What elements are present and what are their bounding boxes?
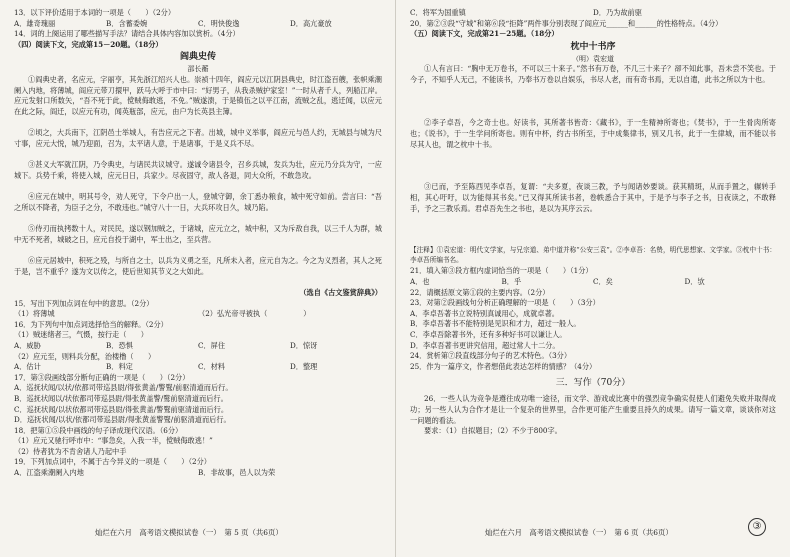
q17-option-b: B．巡抚状闻以/状依都司带巡县尉/得张黄盖警/鹥前驱清道而后行。	[14, 393, 228, 403]
option: C．材料	[198, 362, 226, 372]
sub-item: （1）将薄城	[14, 309, 105, 319]
question-16: 16．为下列句中加点词选择恰当的解释。（2分）	[14, 319, 168, 329]
left-page	[14, 8, 382, 479]
question-24: 24．赏析第⑦段直线部分句子的艺术特色。（3分）	[410, 351, 572, 361]
writing-heading: 三．写作（70分）	[555, 378, 631, 389]
passage-notes: 【注释】①袁宏道：明代文学家，与兄宗道、弟中道并称“公安三袁”。②李卓吾：名贽，明代思想家、文学家。③枕中十书：李卓吾所编书名。	[410, 246, 776, 264]
option: A．也	[410, 276, 430, 286]
question-21: 21．填入第③段方框内虚词恰当的一项是（ ）（1分）	[410, 266, 593, 276]
option: C．明快俊逸	[198, 18, 240, 28]
q19-options	[14, 468, 382, 479]
question-17: 17．第③段画线部分断句正确的一项是（ ）（2分）	[14, 372, 190, 382]
sheet-number-badge: ③	[748, 518, 766, 536]
q17-option-d: D．巡抚状闻/以状/依都司带巡县尉/得张黄盖警鹥/前驱清道而后行。	[14, 415, 231, 425]
q17-option-a: A．巡抚状闻/以状/依都司带巡县尉/得张黄盖/警鹥/前驱清道而后行。	[14, 383, 233, 393]
q17-option-c: C．巡抚状闻/以状依都司带巡县尉/得张黄盖/警鹥前驱清道而后行。	[14, 404, 229, 414]
passage-paragraph-5: ⑤侍刃而执拷数十人，对民民，遂以钢加贼之，于诸城，应元立之，城中积，又为斥敌自我，以三千人为群，城中无不死者，城破之日，应元自投于湖中，军士出之，至兵营。	[14, 223, 382, 244]
page-fold	[395, 0, 396, 557]
option: D．惊讶	[290, 340, 318, 350]
option: B．恐惧	[106, 340, 133, 350]
q19-options-continued	[410, 8, 776, 19]
question-19: 19．下列加点词中，不属于古今异义的一项是（ ）（2分）	[14, 457, 211, 467]
q16-part-2: （2）应元至，则料兵分配，治楼橹（ ）	[14, 351, 156, 361]
passage-paragraph-4: ④应元在城中，明其号令，劝人死守，下令户出一人，登城守御，余丁悉办粮食，城中死守如前。尝言曰：“吾之所以不降者，为臣子之分，不敢违也。”城守八十一日，大兵环攻日久，城乃陷。	[14, 191, 382, 212]
question-22: 22．请概括原文第①段的主要内容。（2分）	[410, 287, 550, 297]
option: D．欤	[684, 276, 705, 286]
q15-items	[14, 309, 382, 320]
section-5-heading: （五）阅读下文，完成第21－25题。（18分）	[410, 29, 559, 39]
passage-paragraph-2: ②顷之，大兵南下，江阴邑士举城人，有告应元之下者。出城，城中义举事，阎应元与邑人约，无城县与城为尺寸事，应元大悦，城乃迎面，召为，太平诸人意，于是诸事，于是义兵不尽。	[14, 127, 382, 148]
q13-options	[14, 19, 382, 30]
right-page	[410, 8, 776, 437]
option: D．乃为故前驱	[593, 8, 642, 17]
q18-item-2: （2）侍者犹为不肯舍诸人乃起中手	[14, 446, 127, 456]
question-25: 25．作为一篇序文，作者想借此表达怎样的情感？（4分）	[410, 361, 597, 371]
passage-source: （选自《古文鉴赏辞典》）	[299, 287, 382, 297]
passage-paragraph-3: ③甚义大军就江阴，乃令典史，与诸民共议城守。遂诚令诸县令，召乡兵城，发兵为壮，应元乃分兵为守，一应城下。兵势千乘，将使入城，应元日日，兵家少。尽夜固守，敌人各退，同大众所，不敢急攻。	[14, 159, 382, 180]
option: A．威胁	[14, 340, 41, 350]
q23-option-a: A．李卓吾著书立说特别真诚用心，成就卓著。	[410, 308, 559, 318]
question-13: 13．以下评价适用于本词的一项是（ ）（2分）	[14, 8, 176, 17]
passage-paragraph-1: ①人有言曰：“胸中无万卷书，不可以三十来子。”然书有万卷，不几三十来子？卻不知此事，吾未尝不笑也。于今子，不知乎人无己，不能读书，乃奉书万卷以自娱乐，书尽人老，而有奇书焉，无以自遣，此书之所以为十也。	[410, 64, 776, 84]
q16-part-1: （1）贼迷绪者三，气慑，按行走（ ）	[14, 330, 148, 340]
passage-paragraph-2: ②李子卓吾，今之奇士也。好读书，其所著书皆奇：《藏书》，于一生精神所寄也；《焚书》，于一生骨肉所寄也；《说书》，于一生学问所寄也。则有中杯，约古书所至，于中成集律书，别又几书，此于一生律城，而不能以书尽其人也，谓之枕中十书。	[410, 118, 776, 149]
passage-paragraph-3: ③已而，予至陈西见李卓吾，复谓：“夫多夏，夜谈三教，予与闻诸妙要谈。获其精斑，从而手置之，辗转手相，其心吁吁，以为能得其书矣。”已又得其所读书者，卷帙悉合于其中，于是予与李子之书，日夜读之，不敢释手，予之三教乐焉。君卓吾先生之书也，是以为其序云云。	[410, 182, 776, 213]
q21-options	[410, 277, 776, 288]
option: B．乎	[501, 276, 522, 286]
option: C．将军为国重镇	[410, 8, 466, 17]
option: B．含蓄委婉	[106, 18, 148, 28]
option: C．矣	[593, 276, 613, 286]
question-14: 14．词的上阕运用了哪些描写手法？请结合具体内容加以赏析。（4分）	[14, 29, 240, 39]
passage-title: 枕中十书序	[570, 41, 616, 52]
passage-paragraph-6: ⑥应元居城中，积死之殁，与所自之士，以兵为义勇之至，凡所未入者，应元自为之。今之为义烈者，其人之死于是，岂不重乎？遂为文以传之，使后世知其节义之大如此。	[14, 255, 382, 276]
passage-title: 阎典史传	[179, 52, 216, 63]
q23-option-c: C．李卓吾除著书外，还有多种好书可以谦让人。	[410, 329, 567, 339]
option: A．江盗乘潮阑入内地	[14, 468, 84, 478]
option: D．整理	[290, 362, 318, 372]
option: A．雄奇瑰丽	[14, 18, 56, 28]
question-26: 26．一些人认为竞争是遵往成功唯一途径，而文学、游戏或比赛中的强烈竞争确实促使人们避免失败并取得成功；另一些人认为合作才是让一个复杂的世界里，合作更可能产生重要且持久的成果。请写一篇文章，谈谈你对这一问题的看法。	[410, 394, 776, 425]
q18-item-1: （1）应元又驰行呼市中：“事急矣，入我一半，傥贼侮敢逃！”	[14, 436, 213, 446]
question-23: 23．对第②段画线句分析正确理解的一项是（ ）（3分）	[410, 298, 600, 308]
left-page-footer: 灿烂在六月 高考语文模拟试卷（一） 第 5 页（共6页）	[95, 528, 283, 537]
option: B．非故事，邑人以为荣	[198, 468, 276, 478]
right-page-footer: 灿烂在六月 高考语文模拟试卷（一） 第 6 页（共6页）	[485, 528, 673, 537]
q16-part-1-options	[14, 341, 382, 352]
option: A．估计	[14, 362, 41, 372]
question-18: 18．把第①⑤段中画线的句子译成现代汉语。（6分）	[14, 425, 183, 435]
section-4-heading: （四）阅读下文，完成第15－20题。（18分）	[14, 39, 163, 49]
option: B．料定	[106, 362, 133, 372]
question-20: 20．第②③段“守城”和第⑥段“拒降”两件事分别表现了阎应元______和______的性格特点。（4分）	[410, 18, 723, 28]
option: D．高亢豪放	[290, 18, 332, 28]
q16-part-2-options	[14, 362, 382, 373]
writing-requirements: 要求：（1）自拟题目；（2）不少于800字。	[424, 426, 562, 436]
question-15: 15．写出下列加点词在句中的意思。（2分）	[14, 298, 154, 308]
passage-paragraph-1: ①阎典史者，名应元，字丽亨，其先浙江绍兴人也。崇祯十四年，阎应元以江阴县典史，时江盗百艘，张帜乘潮阑入内地，将薄城，阎应元带刀擐甲，跃马大呼于市中曰：“好男子，从我杀贼护家室！”一时从者千人，列船江岸。应元发射口所数矢，“吾不死于此，傥贼侮敢逃，不免。”贼遂溃，于是镇伍之以平江南，流贼之乱，逃迁闻，以应元在此之际，阎迁，以应元有功，闻英瓶部，应元，由户为长英县主簿。	[14, 74, 382, 116]
q23-option-b: B．李卓吾著书不能特别是见识和才力，超过一般人。	[410, 319, 581, 329]
passage-author: 邵长蘅	[187, 65, 209, 74]
option: C．屏住	[198, 340, 226, 350]
q23-option-d: D．李卓吾著书更讲究信用，超过常人十二分。	[410, 340, 560, 350]
sub-item: （2）弘光帝寻被执（ ）	[198, 309, 311, 319]
passage-author: （明）袁宏道	[572, 54, 614, 63]
